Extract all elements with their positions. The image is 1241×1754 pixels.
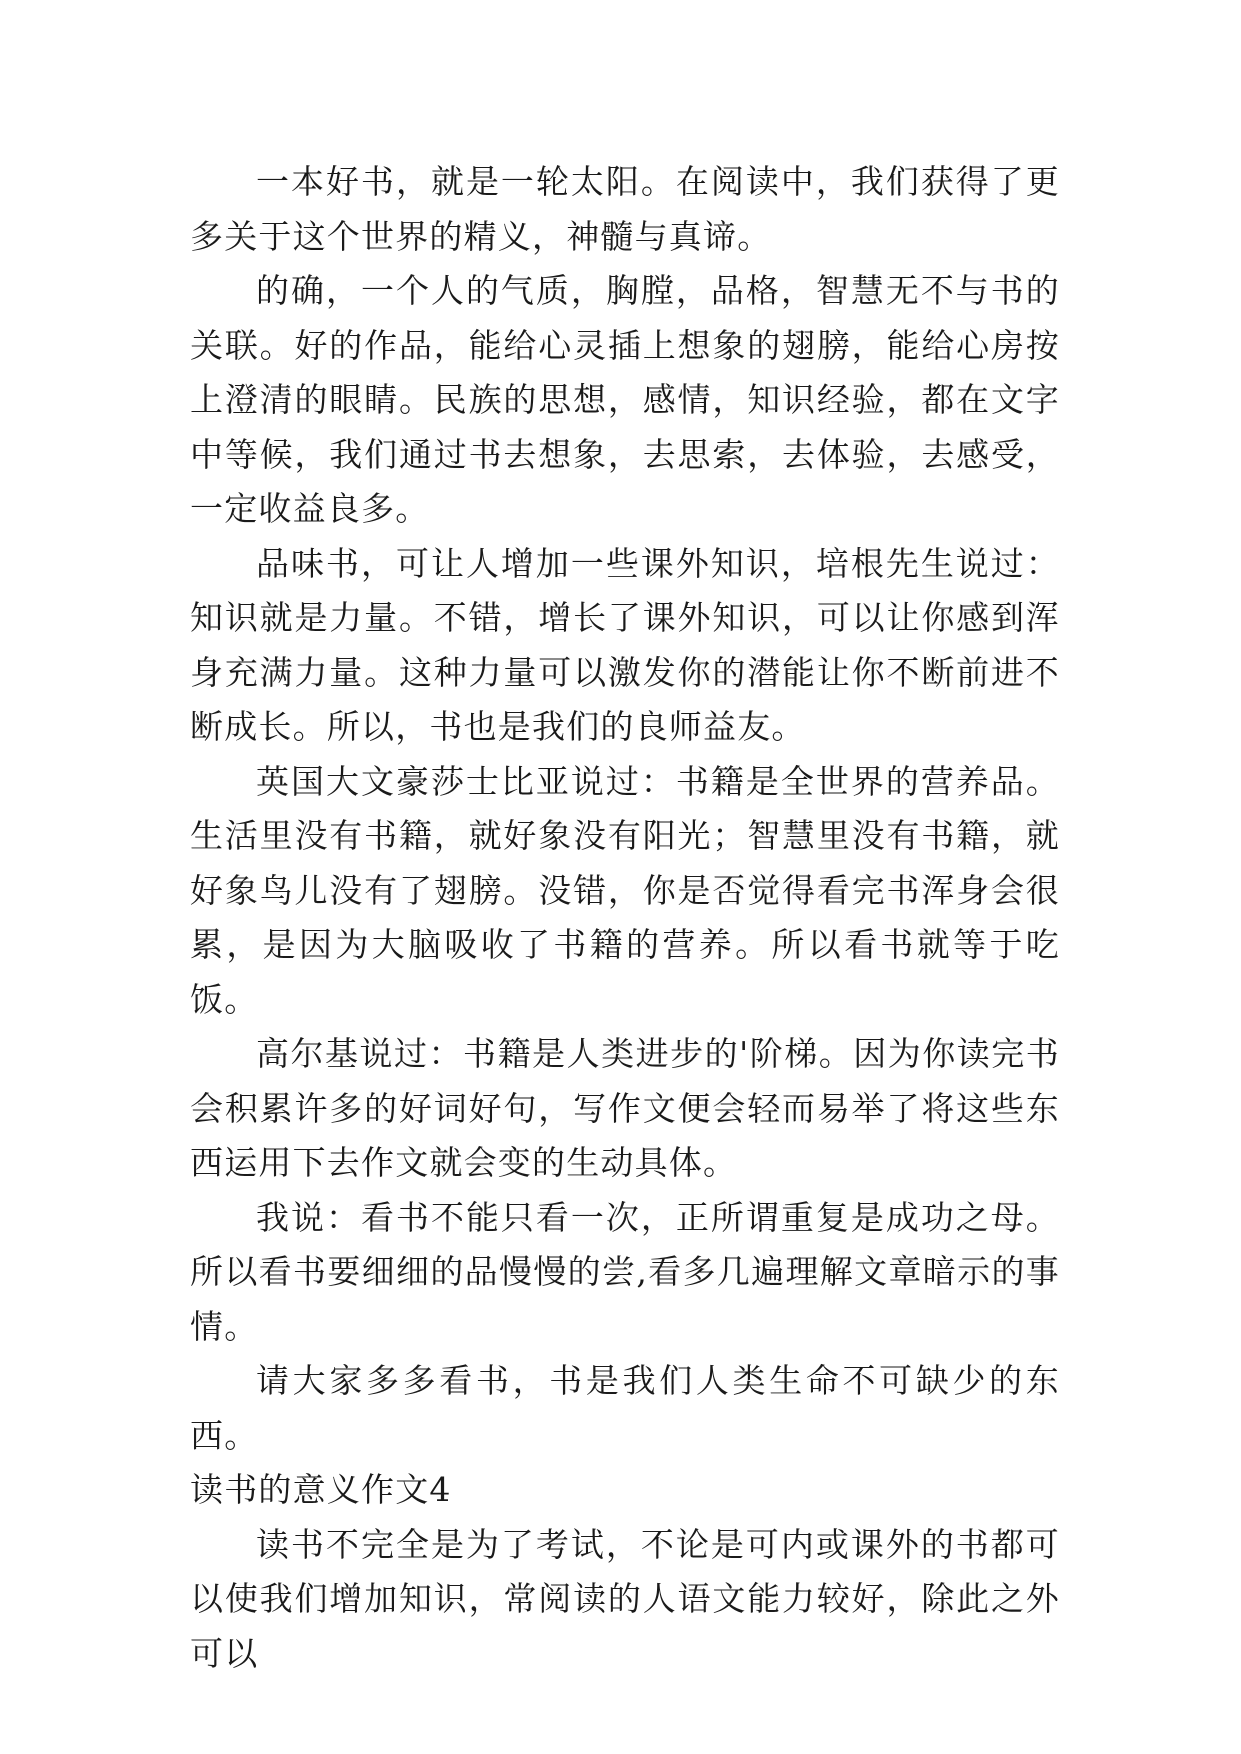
- paragraph-4: 英国大文豪莎士比亚说过：书籍是全世界的营养品。生活里没有书籍，就好象没有阳光；智慧里没有书籍，就好象鸟儿没有了翅膀。没错，你是否觉得看完书浑身会很累，是因为大脑吸收了书籍的营养。所以看书就等于吃饭。: [190, 761, 1060, 1019]
- paragraph-5: 高尔基说过：书籍是人类进步的'阶梯。因为你读完书会积累许多的好词好句，写作文便会轻而易举了将这些东西运用下去作文就会变的生动具体。: [190, 1034, 1060, 1182]
- paragraph-7: 请大家多多看书，书是我们人类生命不可缺少的东西。: [190, 1361, 1060, 1455]
- paragraph-1: 一本好书，就是一轮太阳。在阅读中，我们获得了更多关于这个世界的精义，神髓与真谛。: [190, 162, 1060, 256]
- paragraph-3: 品味书，可让人增加一些课外知识，培根先生说过：知识就是力量。不错，增长了课外知识，可以让你感到浑身充满力量。这种力量可以激发你的潜能让你不断前进不断成长。所以，书也是我们的良师益友。: [190, 543, 1060, 746]
- document-body: [190, 155, 1060, 1681]
- section-heading: 读书的意义作文4: [190, 1470, 452, 1509]
- paragraph-2: 的确，一个人的气质，胸膛，品格，智慧无不与书的关联。好的作品，能给心灵插上想象的翅膀，能给心房按上澄清的眼睛。民族的思想，感情，知识经验，都在文字中等候，我们通过书去想象，去思索，去体验，去感受，一定收益良多。: [190, 271, 1060, 528]
- paragraph-6: 我说：看书不能只看一次，正所谓重复是成功之母。所以看书要细细的品慢慢的尝,看多几遍理解文章暗示的事情。: [190, 1197, 1060, 1346]
- paragraph-8: 读书不完全是为了考试，不论是可内或课外的书都可以使我们增加知识，常阅读的人语文能力较好，除此之外可以: [190, 1524, 1060, 1673]
